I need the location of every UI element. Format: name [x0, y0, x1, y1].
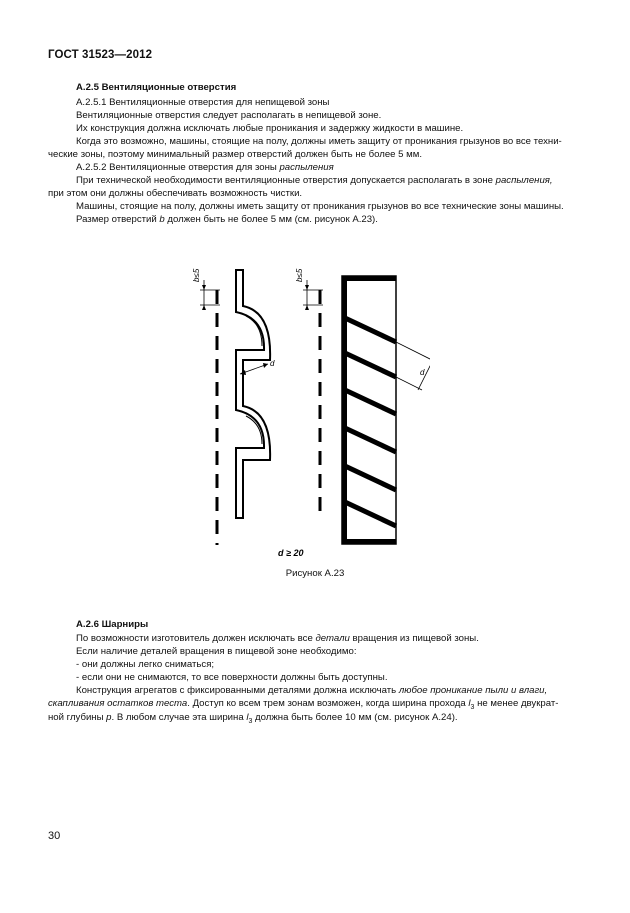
paragraph-text: должен быть не более 5 мм (см. рисунок А.23). — [164, 214, 378, 225]
italic-term: распыления, — [495, 175, 553, 186]
paragraph-text: . Доступ ко всем трем зонам возможен, когда ширина прохода — [187, 698, 469, 709]
variable-b: b — [159, 214, 165, 225]
italic-term: любое проникание пыли и влаги, — [398, 685, 548, 696]
paragraph: - они должны легко сниматься; — [76, 659, 215, 670]
b-label-right: b≤5 — [295, 268, 304, 282]
paragraph-text: должна быть более 10 мм (см. рисунок А.24). — [252, 712, 458, 723]
paragraph: Их конструкция должна исключать любые проникания и задержку жидкости в машине. — [76, 123, 464, 134]
d-arrow — [263, 363, 268, 368]
variable-l: l — [468, 698, 471, 709]
d-dim-ext — [396, 377, 422, 390]
louvre-profile — [236, 270, 270, 518]
paragraph: при этом они должны обеспечивать возможность чистки. — [48, 188, 303, 199]
paragraph — [76, 213, 378, 226]
ventilation-drawing — [170, 250, 430, 560]
d-dim-ext — [396, 342, 430, 362]
grille-frame-top — [342, 276, 396, 281]
paragraph — [76, 684, 547, 697]
grille-frame-bottom — [342, 539, 396, 544]
variable-l: l — [246, 712, 249, 723]
paragraph — [76, 161, 334, 174]
paragraph-text: . В любом случае эта ширина — [111, 712, 247, 723]
paragraph-text: При технической необходимости вентиляционные отверстия допускается располагать в зоне — [76, 175, 496, 186]
paragraph: А.2.5.1 Вентиляционные отверстия для непищевой зоны — [76, 97, 330, 108]
italic-term: детали — [315, 633, 350, 644]
b-arrow — [305, 305, 309, 310]
italic-term: скапливания остатков теста — [48, 698, 188, 709]
d-condition-label: d ≥ 20 — [278, 548, 304, 558]
d-label-right: d — [420, 368, 425, 377]
subscript: 3 — [248, 717, 253, 725]
paragraph — [76, 632, 479, 645]
b-arrow — [202, 285, 206, 290]
paragraph — [76, 174, 553, 187]
paragraph — [48, 711, 458, 728]
italic-term: распыления — [279, 162, 334, 173]
document-header: ГОСТ 31523—2012 — [48, 49, 153, 61]
paragraph-text: По возможности изготовитель должен исключать все — [76, 633, 316, 644]
subscript: 3 — [470, 703, 475, 711]
figure-a23 — [170, 250, 430, 560]
louvre-inner — [246, 416, 262, 444]
paragraph-text: А.2.5.2 Вентиляционные отверстия для зоны — [76, 162, 280, 173]
section-title-a26: А.2.6 Шарниры — [76, 619, 149, 630]
paragraph: Если наличие деталей вращения в пищевой зоне необходимо: — [76, 646, 357, 657]
figure-caption: Рисунок А.23 — [285, 568, 345, 579]
paragraph-text: не менее двукрат- — [474, 698, 559, 709]
section-title-a25: А.2.5 Вентиляционные отверстия — [76, 82, 237, 93]
paragraph-text: вращения из пищевой зоны. — [349, 633, 479, 644]
paragraph: Вентиляционные отверстия следует располагать в непищевой зоне. — [76, 110, 382, 121]
b-arrow — [305, 285, 309, 290]
paragraph: - если они не снимаются, то все поверхности должны быть доступны. — [76, 672, 388, 683]
paragraph-text: Размер отверстий — [76, 214, 160, 225]
variable-p: p — [106, 712, 112, 723]
paragraph-text: Конструкция агрегатов с фиксированными деталями должна исключать — [76, 685, 399, 696]
b-arrow — [202, 305, 206, 310]
paragraph: ческие зоны, поэтому минимальный размер отверстий должен быть не более 5 мм. — [48, 149, 423, 160]
paragraph-text: ной глубины — [48, 712, 107, 723]
page-number: 30 — [48, 830, 61, 842]
paragraph: Когда это возможно, машины, стоящие на полу, должны иметь защиту от проникания грызунов во все техни- — [76, 136, 562, 147]
b-label-left: b≤5 — [192, 268, 201, 282]
d-label-left: d — [270, 359, 275, 368]
paragraph: Машины, стоящие на полу, должны иметь защиту от проникания грызунов во все технические зоны машины. — [76, 201, 564, 212]
grille-slats — [345, 318, 396, 526]
